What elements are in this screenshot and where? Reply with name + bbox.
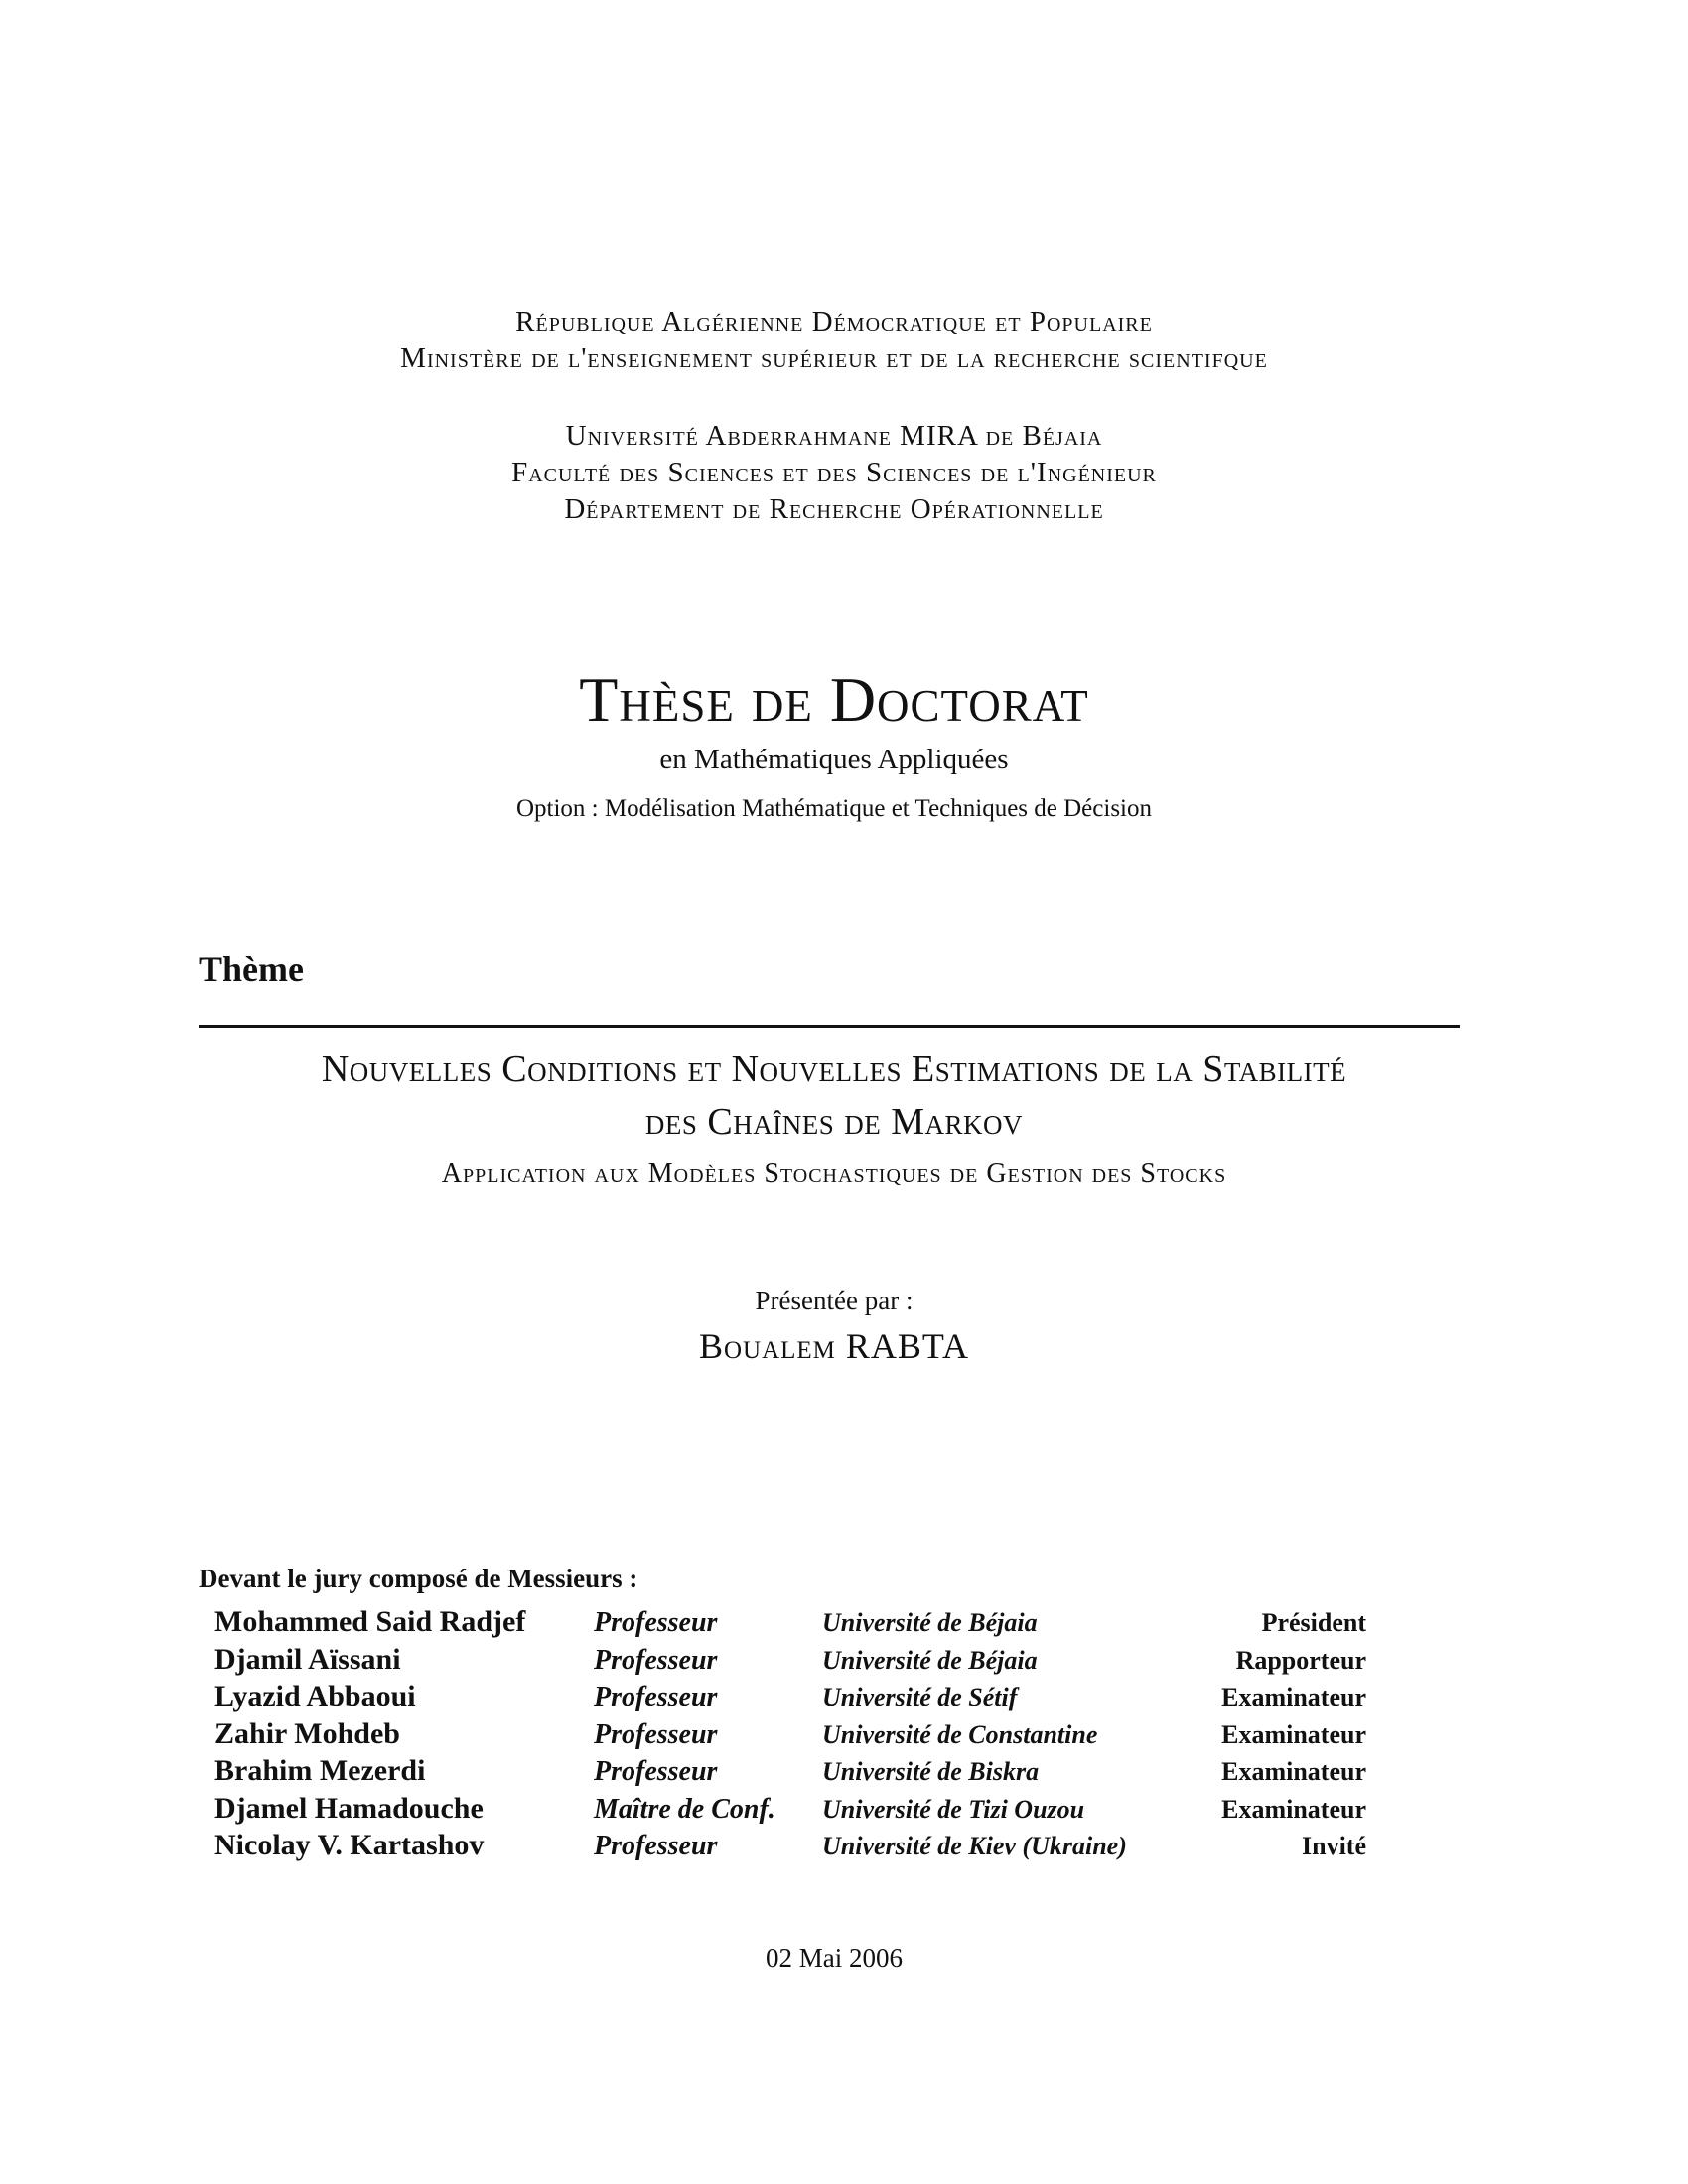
jury-row (214, 1754, 1366, 1792)
jury-name: Lyazid Abbaoui (214, 1680, 416, 1712)
jury-name: Djamel Hamadouche (214, 1791, 484, 1825)
thesis-option: Option : Modélisation Mathématique et Techniques de Décision (515, 795, 1152, 822)
jury-row (214, 1829, 1366, 1866)
theme-title-line1: Nouvelles Conditions et Nouvelles Estimations de la Stabilité (321, 1048, 1347, 1090)
jury-role: Examinateur (1221, 1719, 1366, 1749)
jury-university: Université de Sétif (822, 1683, 1018, 1711)
theme-subtitle: Application aux Modèles Stochastiques de Gestion des Stocks (441, 1159, 1227, 1189)
jury-title: Professeur (594, 1718, 718, 1750)
jury-row (214, 1605, 1366, 1643)
jury-intro: Devant le jury composé de Messieurs : (199, 1564, 638, 1593)
jury-title: Maître de Conf. (594, 1793, 775, 1825)
author-name: Boualem RABTA (698, 1326, 970, 1366)
theme-label: Thème (199, 949, 304, 989)
jury-title: Professeur (594, 1682, 718, 1712)
jury-name: Djamil Aïssani (214, 1642, 401, 1676)
jury-role: Rapporteur (1235, 1645, 1366, 1675)
jury-row (214, 1717, 1366, 1755)
header-republic: République Algérienne Démocratique et Populaire (515, 306, 1153, 338)
theme-divider (199, 1025, 1460, 1028)
header-university: Université Abderrahmane MIRA de Béjaia (565, 420, 1103, 452)
jury-name: Brahim Mezerdi (214, 1754, 426, 1787)
jury-title: Professeur (594, 1607, 718, 1638)
jury-row (214, 1792, 1366, 1830)
presented-by-label: Présentée par : (755, 1286, 914, 1315)
jury-title: Professeur (594, 1831, 718, 1861)
jury-name: Mohammed Said Radjef (214, 1605, 526, 1638)
jury-university: Université de Biskra (822, 1757, 1040, 1786)
jury-university: Université de Kiev (Ukraine) (822, 1832, 1127, 1860)
defense-date: 02 Mai 2006 (766, 1943, 903, 1973)
jury-university: Université de Constantine (822, 1719, 1098, 1749)
jury-role: Invité (1302, 1832, 1366, 1860)
jury-university: Université de Béjaia (822, 1645, 1038, 1675)
jury-title: Professeur (594, 1756, 718, 1787)
jury-row (214, 1643, 1366, 1681)
jury-university: Université de Béjaia (822, 1608, 1038, 1637)
thesis-title: Thèse de Doctorat (579, 664, 1089, 735)
header-faculty: Faculté des Sciences et des Sciences de l'Ingénieur (511, 457, 1157, 488)
jury-table (214, 1605, 1366, 1866)
jury-role: Président (1261, 1608, 1366, 1637)
jury-role: Examinateur (1221, 1794, 1366, 1824)
header-department: Département de Recherche Opérationnelle (564, 493, 1104, 525)
header-ministry: Ministère de l'enseignement supérieur et de la recherche scientifque (400, 342, 1268, 374)
thesis-field: en Mathématiques Appliquées (659, 744, 1009, 775)
jury-university: Université de Tizi Ouzou (822, 1794, 1085, 1824)
jury-title: Professeur (594, 1644, 718, 1676)
jury-row (214, 1680, 1366, 1717)
jury-role: Examinateur (1221, 1757, 1366, 1786)
jury-name: Nicolay V. Kartashov (214, 1829, 485, 1861)
jury-role: Examinateur (1221, 1683, 1366, 1711)
jury-name: Zahir Mohdeb (214, 1716, 400, 1750)
theme-title-line2: des Chaînes de Markov (644, 1101, 1024, 1143)
